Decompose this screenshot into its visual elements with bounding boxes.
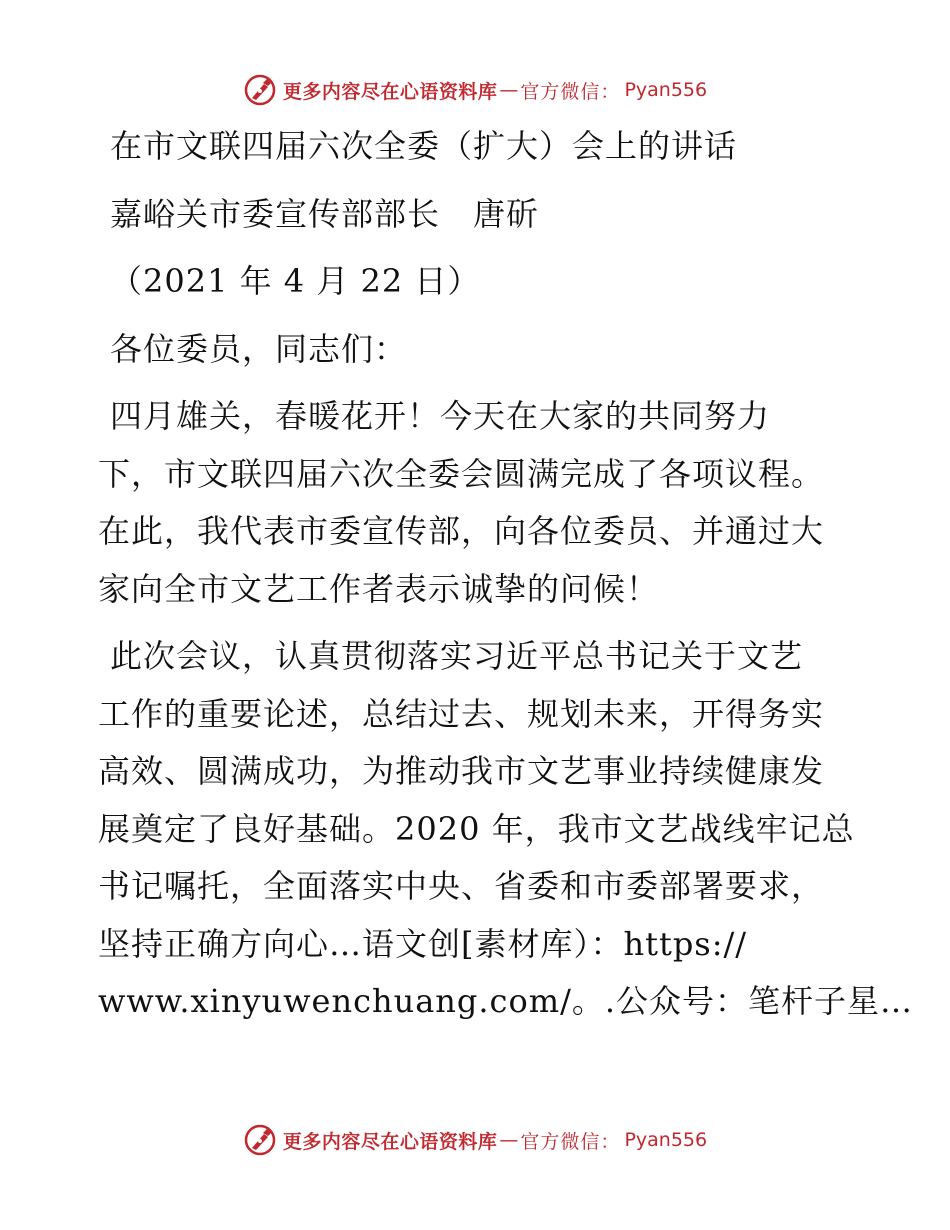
paragraph-line: 此次会议，认真贯彻落实习近平总书记关于文艺 xyxy=(110,637,804,675)
paragraph-line: 在此，我代表市委宣传部，向各位委员、并通过大 xyxy=(98,512,825,550)
header-watermark-banner xyxy=(0,70,950,110)
banner-wechat-id: Pyan556 xyxy=(624,1129,708,1151)
banner-dash: — xyxy=(499,79,519,101)
document-body xyxy=(98,118,914,1031)
date-line: （2021 年 4 月 22 日） xyxy=(110,262,481,300)
banner-dash: — xyxy=(499,1129,519,1151)
paragraph-line: 下，市文联四届六次全委会圆满完成了各项议程。 xyxy=(98,454,825,493)
banner-brand-text: 更多内容尽在心语资料库 xyxy=(282,1130,498,1153)
paragraph-line: 四月雄关，春暖花开！今天在大家的共同努力 xyxy=(110,397,771,435)
banner-official-label: 官方微信： xyxy=(520,80,621,103)
paragraph-1 xyxy=(98,388,858,618)
pen-circle-logo-icon xyxy=(243,1123,277,1157)
paragraph-line: 工作的重要论述，总结过去、规划未来，开得务实 xyxy=(98,694,825,733)
banner-brand-text: 更多内容尽在心语资料库 xyxy=(282,80,498,103)
paragraph-line: 展奠定了良好基础。2020 年，我市文艺战线牢记总 xyxy=(98,809,855,848)
salutation: 各位委员，同志们： xyxy=(110,329,408,368)
footer-watermark-banner xyxy=(0,1120,950,1160)
paragraph-line: 坚持正确方向心…语文创[素材库）：https:// xyxy=(98,924,748,963)
paragraph-line: 高效、圆满成功，为推动我市文艺事业持续健康发 xyxy=(98,752,825,790)
banner-official-label: 官方微信： xyxy=(520,1130,621,1153)
pen-circle-logo-icon xyxy=(243,73,277,107)
paragraph-2 xyxy=(98,628,914,1031)
banner-wechat-id: Pyan556 xyxy=(624,79,708,101)
paragraph-line: 家向全市文艺工作者表示诚挚的问候！ xyxy=(98,569,660,608)
document-title: 在市文联四届六次全委（扩大）会上的讲话 xyxy=(110,127,738,165)
speaker-line: 嘉峪关市委宣传部部长 唐斫 xyxy=(110,194,540,233)
paragraph-line: www.xinyuwenchuang.com/。.公众号：笔杆子星… xyxy=(98,982,914,1020)
paragraph-line: 书记嘱托，全面落实中央、省委和市委部署要求， xyxy=(98,867,825,905)
